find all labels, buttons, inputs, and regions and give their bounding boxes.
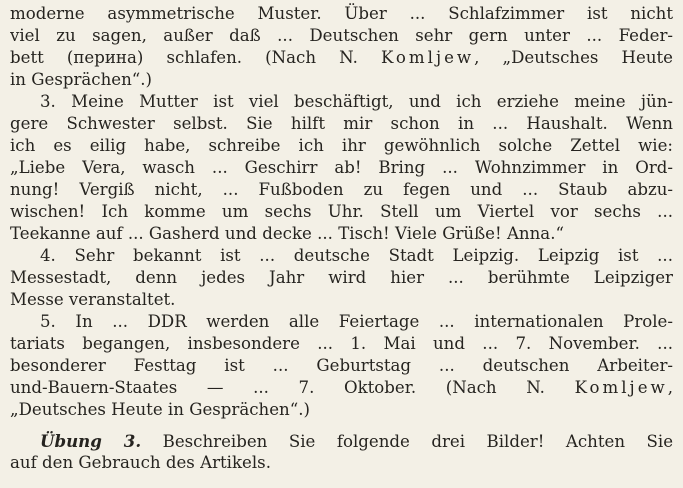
text-line: viel zu sagen, außer daß ... Deutschen sehr gern unter ... Feder- — [10, 26, 673, 45]
text-line: gere Schwester selbst. Sie hilft mir schon in ... Haushalt. Wenn — [10, 114, 673, 133]
exercise-instruction: Beschreiben Sie folgende drei Bilder! Achten Sie — [141, 432, 673, 451]
text-line: nung! Vergiß nicht, ... Fußboden zu fegen und ... Staub abzu- — [10, 180, 673, 199]
text-line: ich es eilig habe, schreibe ich ihr gewöhnlich solche Zettel wie: — [10, 136, 673, 155]
text-line: Messe veranstaltet. — [10, 290, 176, 309]
author-name: Komljew — [574, 378, 668, 397]
text-line: 3. Meine Mutter ist viel beschäftigt, und ich erziehe meine jün- — [40, 92, 673, 111]
text-line: tariats begangen, insbesondere ... 1. Mai und ... 7. November. ... — [10, 334, 673, 353]
paragraph-item-5 — [10, 311, 673, 421]
text-line: „Deutsches Heute in Gesprächen“.) — [10, 400, 310, 419]
text-segment: und-Bauern-Staates — ... 7. Oktober. (Nach N. — [10, 378, 575, 397]
text-segment: , „Deutsches Heute — [474, 48, 673, 67]
text-line: „Liebe Vera, wasch ... Geschirr ab! Bring ... Wohnzimmer in Ord- — [10, 158, 673, 177]
paragraph-item-4 — [10, 245, 673, 311]
text-line — [10, 377, 673, 399]
text-segment: , — [667, 378, 673, 397]
text-segment: bett (перина) schlafen. (Nach N. — [10, 48, 381, 67]
text-line: in Gesprächen“.) — [10, 70, 153, 89]
exercise-block — [10, 430, 673, 474]
text-line — [10, 47, 673, 69]
text-line: auf den Gebrauch des Artikels. — [10, 453, 271, 472]
paragraph-item-3 — [10, 91, 673, 245]
author-name: Komljew — [380, 48, 475, 67]
exercise-label: Übung 3. — [40, 431, 142, 451]
text-line — [10, 430, 673, 452]
paragraph-continuation — [10, 3, 673, 91]
text-line: wischen! Ich komme um sechs Uhr. Stell um Viertel vor sechs ... — [10, 202, 673, 221]
text-line: Messestadt, denn jedes Jahr wird hier ... berühmte Leipziger — [10, 268, 673, 287]
text-line: 4. Sehr bekannt ist ... deutsche Stadt Leipzig. Leipzig ist ... — [40, 246, 673, 265]
text-line: moderne asymmetrische Muster. Über ... Schlafzimmer ist nicht — [10, 4, 673, 23]
text-line: 5. In ... DDR werden alle Feiertage ... internationalen Prole- — [40, 312, 673, 331]
text-line: besonderer Festtag ist ... Geburtstag ... deutschen Arbeiter- — [10, 356, 673, 375]
text-line: Teekanne auf ... Gasherd und decke ... Tisch! Viele Grüße! Anna.“ — [10, 224, 564, 243]
paragraph-gap — [10, 421, 673, 430]
